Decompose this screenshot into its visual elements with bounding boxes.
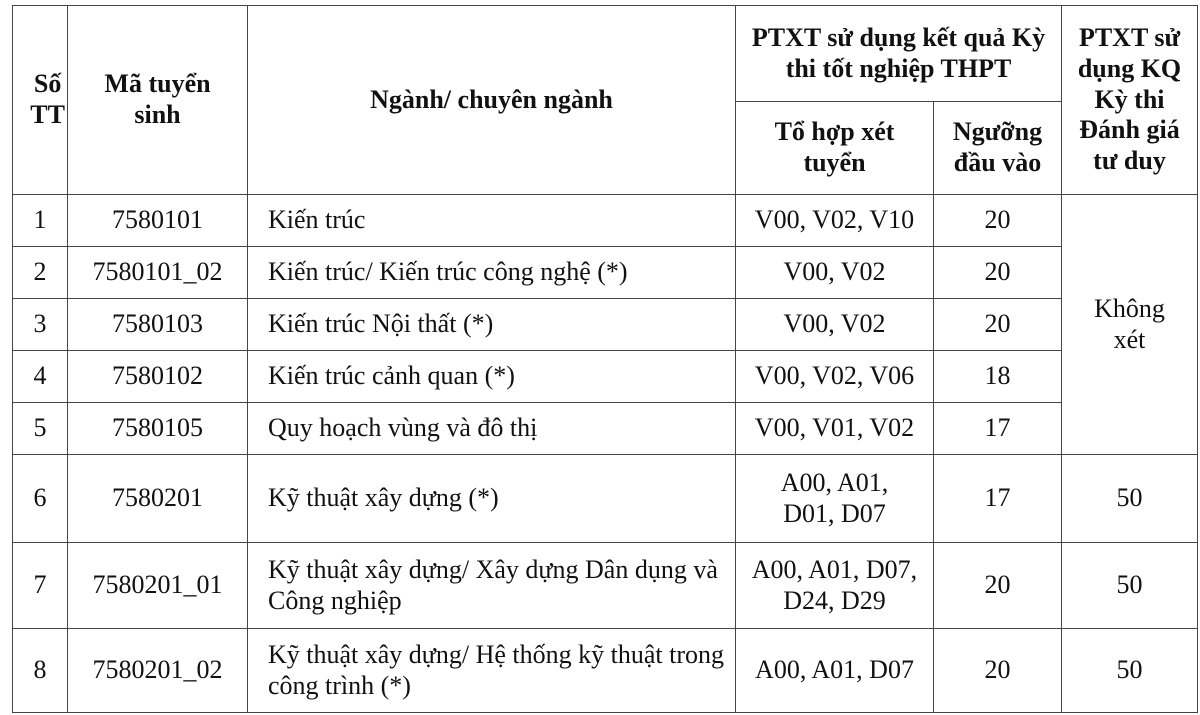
header-stt: Số TT (13, 6, 68, 195)
cell-nganh: Kiến trúc cảnh quan (*) (248, 351, 736, 403)
cell-nganh: Kỹ thuật xây dựng (*) (248, 455, 736, 543)
cell-dgtd: 50 (1062, 543, 1198, 629)
cell-nguong: 17 (934, 403, 1062, 455)
table-row (13, 299, 1198, 351)
table-row (13, 351, 1198, 403)
admission-table (12, 5, 1198, 713)
cell-nguong: 20 (934, 299, 1062, 351)
header-to-hop: Tổ hợp xét tuyển (736, 102, 934, 195)
cell-ma: 7580201 (68, 455, 248, 543)
table-row (13, 247, 1198, 299)
header-thpt-group: PTXT sử dụng kết quả Kỳ thi tốt nghiệp THPT (736, 6, 1062, 102)
cell-to-hop: A00, A01, D07, D24, D29 (736, 543, 934, 629)
table-row (13, 195, 1198, 247)
cell-to-hop: V00, V02, V10 (736, 195, 934, 247)
header-ma: Mã tuyển sinh (68, 6, 248, 195)
cell-ma: 7580105 (68, 403, 248, 455)
table-row (13, 629, 1198, 713)
cell-ma: 7580103 (68, 299, 248, 351)
cell-nguong: 17 (934, 455, 1062, 543)
cell-nganh: Quy hoạch vùng và đô thị (248, 403, 736, 455)
cell-nguong: 20 (934, 543, 1062, 629)
cell-nguong: 18 (934, 351, 1062, 403)
cell-ma: 7580102 (68, 351, 248, 403)
cell-to-hop: A00, A01, D01, D07 (736, 455, 934, 543)
cell-to-hop: V00, V02 (736, 247, 934, 299)
cell-nganh: Kiến trúc/ Kiến trúc công nghệ (*) (248, 247, 736, 299)
cell-stt: 7 (13, 543, 68, 629)
cell-ma: 7580101_02 (68, 247, 248, 299)
cell-ma: 7580201_02 (68, 629, 248, 713)
cell-nganh: Kiến trúc (248, 195, 736, 247)
cell-stt: 6 (13, 455, 68, 543)
cell-stt: 5 (13, 403, 68, 455)
header-nganh: Ngành/ chuyên ngành (248, 6, 736, 195)
cell-nganh: Kỹ thuật xây dựng/ Xây dựng Dân dụng và Công nghiệp (248, 543, 736, 629)
cell-dgtd: 50 (1062, 455, 1198, 543)
cell-nguong: 20 (934, 247, 1062, 299)
cell-dgtd: 50 (1062, 629, 1198, 713)
cell-stt: 8 (13, 629, 68, 713)
cell-stt: 4 (13, 351, 68, 403)
cell-stt: 1 (13, 195, 68, 247)
cell-to-hop: V00, V01, V02 (736, 403, 934, 455)
cell-to-hop: A00, A01, D07 (736, 629, 934, 713)
table-row (13, 543, 1198, 629)
cell-dgtd-merged: Không xét (1062, 195, 1198, 455)
cell-nganh: Kỹ thuật xây dựng/ Hệ thống kỹ thuật trong công trình (*) (248, 629, 736, 713)
cell-ma: 7580201_01 (68, 543, 248, 629)
table-row (13, 403, 1198, 455)
cell-ma: 7580101 (68, 195, 248, 247)
cell-nguong: 20 (934, 195, 1062, 247)
cell-to-hop: V00, V02, V06 (736, 351, 934, 403)
header-dgtd: PTXT sử dụng KQ Kỳ thi Đánh giá tư duy (1062, 6, 1198, 195)
cell-stt: 3 (13, 299, 68, 351)
cell-to-hop: V00, V02 (736, 299, 934, 351)
cell-nganh: Kiến trúc Nội thất (*) (248, 299, 736, 351)
cell-nguong: 20 (934, 629, 1062, 713)
header-nguong: Ngưỡng đầu vào (934, 102, 1062, 195)
cell-stt: 2 (13, 247, 68, 299)
table-row (13, 455, 1198, 543)
